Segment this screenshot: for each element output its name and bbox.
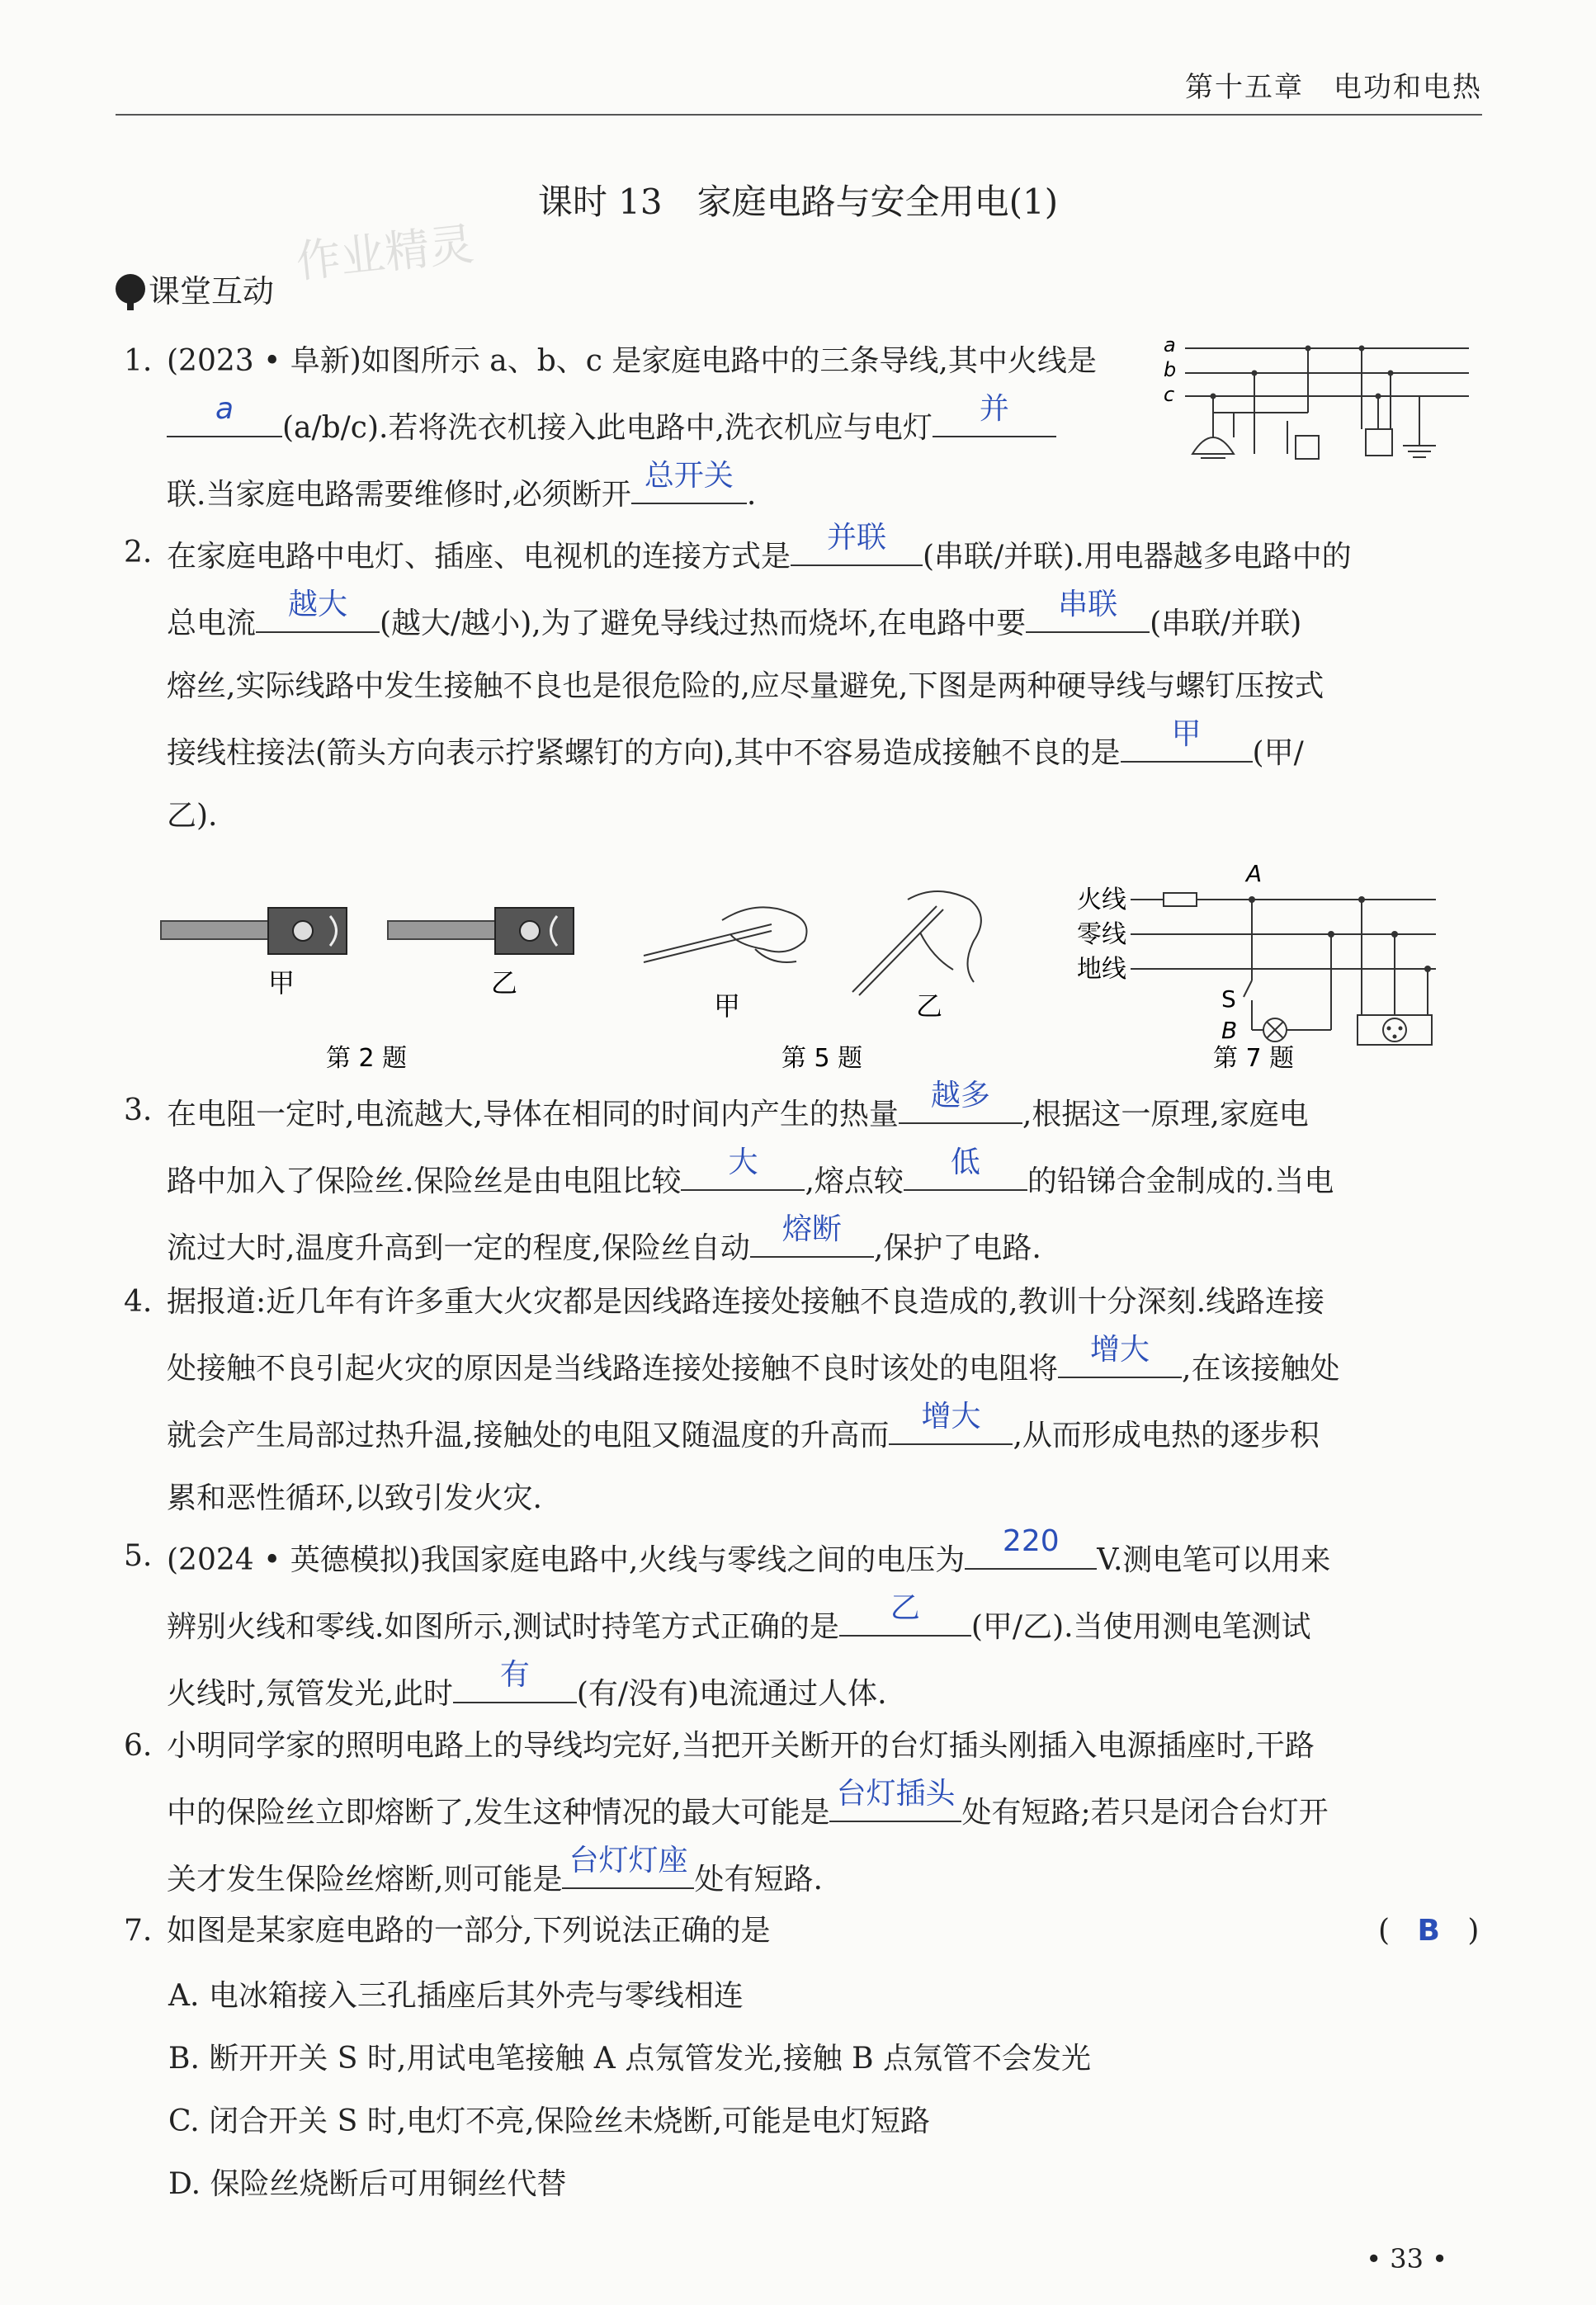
answer-blank[interactable]: [1121, 718, 1253, 763]
handwritten-answer: 越多: [930, 1079, 990, 1112]
q5-text: 辨别火线和零线.如图所示,测试时持笔方式正确的是: [167, 1610, 839, 1644]
question-2: [124, 521, 1487, 848]
q2-text: (甲/: [1252, 736, 1304, 770]
handwritten-answer: 220: [1002, 1524, 1060, 1558]
q1-text: .: [746, 478, 757, 512]
q1-circuit-figure: [1164, 330, 1485, 479]
question-4: [124, 1271, 1487, 1530]
handwritten-answer: 乙: [890, 1591, 920, 1625]
question-6: [124, 1715, 1487, 1911]
option-c[interactable]: C. 闭合开关 S 时,电灯不亮,保险丝未烧断,可能是电灯短路: [168, 2104, 931, 2138]
q6-line-2: [167, 1778, 1487, 1844]
chapter-header: 第十五章 电功和电热: [1185, 71, 1482, 104]
q5-text: (甲/乙).当使用测电笔测试: [970, 1610, 1311, 1644]
figures-row: [161, 860, 1465, 1106]
q1-line-3: [167, 460, 1140, 527]
q4-text: ,从而形成电热的逐步积: [1013, 1419, 1320, 1452]
answer-blank[interactable]: [889, 1400, 1013, 1445]
q2-text: 在家庭电路中电灯、插座、电视机的连接方式是: [167, 540, 791, 574]
q1-text: 联.当家庭电路需要维修时,必须断开: [167, 478, 631, 512]
q5-text: (有/没有)电流通过人体.: [576, 1677, 887, 1711]
fig7-neutral-label: 零线: [1077, 920, 1126, 949]
q4-text: ,在该接触处: [1182, 1352, 1340, 1386]
fig7-point-b: B: [1221, 1017, 1238, 1044]
q3-text: ,根据这一原理,家庭电: [1022, 1098, 1309, 1131]
q4-text: 处接触不良引起火灾的原因是当线路连接处接触不良时该处的电阻将: [167, 1352, 1059, 1386]
q1-line-2: [167, 393, 1140, 460]
q5-text: (2024 • 英德模拟)我国家庭电路中,火线与零线之间的电压为: [167, 1543, 966, 1577]
page-number: • 33 •: [1366, 2243, 1447, 2274]
q2-line-1: [167, 522, 1487, 588]
handwritten-answer: 总开关: [644, 459, 734, 493]
q2-text: (串联/并联).用电器越多电路中的: [923, 540, 1352, 574]
option-d[interactable]: D. 保险丝烧断后可用铜丝代替: [168, 2167, 567, 2201]
answer-blank[interactable]: [791, 522, 923, 566]
section-title: 课堂互动: [149, 273, 275, 309]
q2-text: 熔丝,实际线路中发生接触不良也是很危险的,应尽量避免,下图是两种硬导线与螺钉压按式: [167, 669, 1324, 703]
question-5: [124, 1524, 1487, 1726]
option-b[interactable]: B. 断开开关 S 时,用试电笔接触 A 点氖管发光,接触 B 点氖管不会发光: [168, 2042, 1092, 2076]
question-7: [124, 1900, 1487, 1963]
answer-blank[interactable]: [829, 1778, 961, 1822]
answer-blank[interactable]: [965, 1525, 1097, 1570]
q5-text: 火线时,氖管发光,此时: [167, 1677, 453, 1711]
q2-line-2: [167, 588, 1487, 655]
q6-text: 处有短路.: [694, 1863, 823, 1896]
question-number: 7.: [124, 1914, 153, 1948]
handwritten-answer: a: [215, 392, 234, 426]
fig7-ground-label: 地线: [1077, 955, 1126, 984]
lesson-title: 课时 13 家庭电路与安全用电(1): [537, 182, 1059, 222]
q6-text: 处有短路;若只是闭合台灯开: [961, 1796, 1329, 1830]
fig2-caption: 第 2 题: [326, 1044, 408, 1073]
handwritten-answer: 低: [950, 1145, 980, 1179]
q3-text: 流过大时,温度升高到一定的程度,保险丝自动: [167, 1231, 750, 1265]
question-3: [124, 1079, 1487, 1280]
fig7-caption: 第 7 题: [1213, 1044, 1295, 1073]
q4-line-4: [167, 1467, 1487, 1530]
fig7-live-label: 火线: [1077, 886, 1126, 914]
handwritten-answer: 有: [499, 1658, 530, 1692]
q2-line-5: [167, 785, 1487, 848]
wire-label-b: b: [1164, 358, 1177, 381]
fig7-point-a: A: [1246, 860, 1263, 887]
bulb-icon: [116, 274, 145, 304]
handwritten-answer: 大: [728, 1145, 758, 1179]
q2-text: 总电流: [167, 607, 257, 640]
wire-label-a: a: [1164, 333, 1176, 357]
q5-line-1: [167, 1525, 1487, 1592]
answer-blank[interactable]: [904, 1146, 1027, 1191]
q6-text: 关才发生保险丝熔断,则可能是: [167, 1863, 563, 1896]
handwritten-answer: 甲: [1171, 717, 1202, 751]
q1-line-1: [167, 330, 1140, 393]
q3-text: ,保护了电路.: [873, 1231, 1041, 1265]
answer-blank[interactable]: [562, 1844, 694, 1889]
answer-blank[interactable]: [1058, 1334, 1182, 1378]
q3-line-1: [167, 1079, 1487, 1146]
answer-blank[interactable]: [256, 588, 380, 633]
q3-text: 在电阻一定时,电流越大,导体在相同的时间内产生的热量: [167, 1098, 899, 1131]
q4-text: 就会产生局部过热升温,接触处的电阻又随温度的升高而: [167, 1419, 890, 1452]
q2-text: 乙).: [167, 799, 218, 833]
q3-text: 路中加入了保险丝.保险丝是由电阻比较: [167, 1164, 682, 1198]
question-number: 6.: [124, 1729, 153, 1763]
wire-label-c: c: [1164, 383, 1175, 406]
option-a[interactable]: A. 电冰箱接入三孔插座后其外壳与零线相连: [168, 1979, 744, 2013]
q5-line-2: [167, 1592, 1487, 1659]
header-divider: [116, 114, 1482, 116]
handwritten-answer: 并: [979, 392, 1009, 426]
q7-answer-box[interactable]: [1378, 1900, 1479, 1963]
handwritten-answer: 并联: [827, 521, 887, 555]
q6-text: 中的保险丝立即熔断了,发生这种情况的最大可能是: [167, 1796, 830, 1830]
answer-blank[interactable]: [1026, 588, 1150, 633]
handwritten-answer: 串联: [1058, 588, 1118, 621]
q2-text: (越大/越小),为了避免导线过热而烧坏,在电路中要: [380, 607, 1027, 640]
question-number: 3.: [124, 1093, 153, 1127]
q4-text: 据报道:近几年有许多重大火灾都是因线路连接处接触不良造成的,教训十分深刻.线路连接: [167, 1285, 1325, 1319]
q4-text: 累和恶性循环,以致引发火灾.: [167, 1481, 542, 1515]
q3-line-2: [167, 1146, 1487, 1213]
fig7-switch-s: S: [1221, 985, 1236, 1013]
watermark: 作业精灵: [293, 217, 477, 289]
q5-text: V.测电笔可以用来: [1097, 1543, 1331, 1577]
section-heading: [116, 266, 274, 311]
answer-blank[interactable]: [899, 1079, 1022, 1124]
q3-text: 的铅锑合金制成的.当电: [1027, 1164, 1334, 1198]
handwritten-answer: 熔断: [781, 1212, 842, 1246]
question-number: 4.: [124, 1285, 153, 1319]
answer-blank[interactable]: [750, 1213, 874, 1258]
fig5-label-left: 甲: [714, 990, 741, 1022]
answer-blank[interactable]: [453, 1659, 577, 1703]
handwritten-answer: B: [1417, 1914, 1440, 1948]
fig2-wire-right: [388, 908, 574, 954]
q6-text: 小明同学家的照明电路上的导线均完好,当把开关断开的台灯插头刚插入电源插座时,干路: [167, 1729, 1315, 1763]
q1-text: (a/b/c).若将洗衣机接入此电路中,洗衣机应与电灯: [282, 411, 933, 445]
q6-line-1: [167, 1715, 1487, 1778]
handwritten-answer: 越大: [288, 588, 348, 621]
q2-text: 接线柱接法(箭头方向表示拧紧螺钉的方向),其中不容易造成接触不良的是: [167, 736, 1121, 770]
question-number: 2.: [124, 536, 153, 569]
handwritten-answer: 台灯灯座: [569, 1844, 688, 1878]
q1-text: (2023 • 阜新)如图所示 a、b、c 是家庭电路中的三条导线,其中火线是: [167, 344, 1097, 378]
paren-close: ): [1467, 1914, 1480, 1948]
q4-line-3: [167, 1400, 1487, 1467]
q4-line-2: [167, 1334, 1487, 1400]
fig2-label-right: 乙: [491, 967, 518, 999]
q2-text: (串联/并联): [1150, 607, 1302, 640]
question-1: [124, 330, 1140, 527]
fig5-label-right: 乙: [916, 990, 943, 1022]
fig7-circuit: [1131, 893, 1436, 1045]
fig2-label-left: 甲: [268, 967, 295, 999]
fig5-caption: 第 5 题: [781, 1044, 863, 1073]
handwritten-answer: 增大: [1090, 1333, 1150, 1367]
q7-stem: 如图是某家庭电路的一部分,下列说法正确的是: [167, 1914, 771, 1948]
answer-blank[interactable]: [631, 460, 747, 504]
q3-text: ,熔点较: [805, 1164, 904, 1198]
answer-blank[interactable]: [839, 1592, 971, 1637]
q4-line-1: [167, 1271, 1487, 1334]
fig5-pen-right: [852, 891, 981, 995]
question-number: 1.: [124, 344, 153, 378]
q2-line-3: [167, 655, 1487, 718]
q2-line-4: [167, 718, 1487, 785]
answer-blank[interactable]: [681, 1146, 805, 1191]
answer-blank[interactable]: [933, 393, 1056, 437]
paren-open: (: [1378, 1914, 1391, 1948]
question-number: 5.: [124, 1539, 153, 1573]
q3-line-3: [167, 1213, 1487, 1280]
handwritten-answer: 增大: [921, 1400, 981, 1434]
fig2-wire-left: [161, 908, 347, 954]
answer-blank[interactable]: [167, 393, 282, 437]
handwritten-answer: 台灯插头: [836, 1777, 956, 1811]
fig5-pen-left: [644, 907, 807, 962]
